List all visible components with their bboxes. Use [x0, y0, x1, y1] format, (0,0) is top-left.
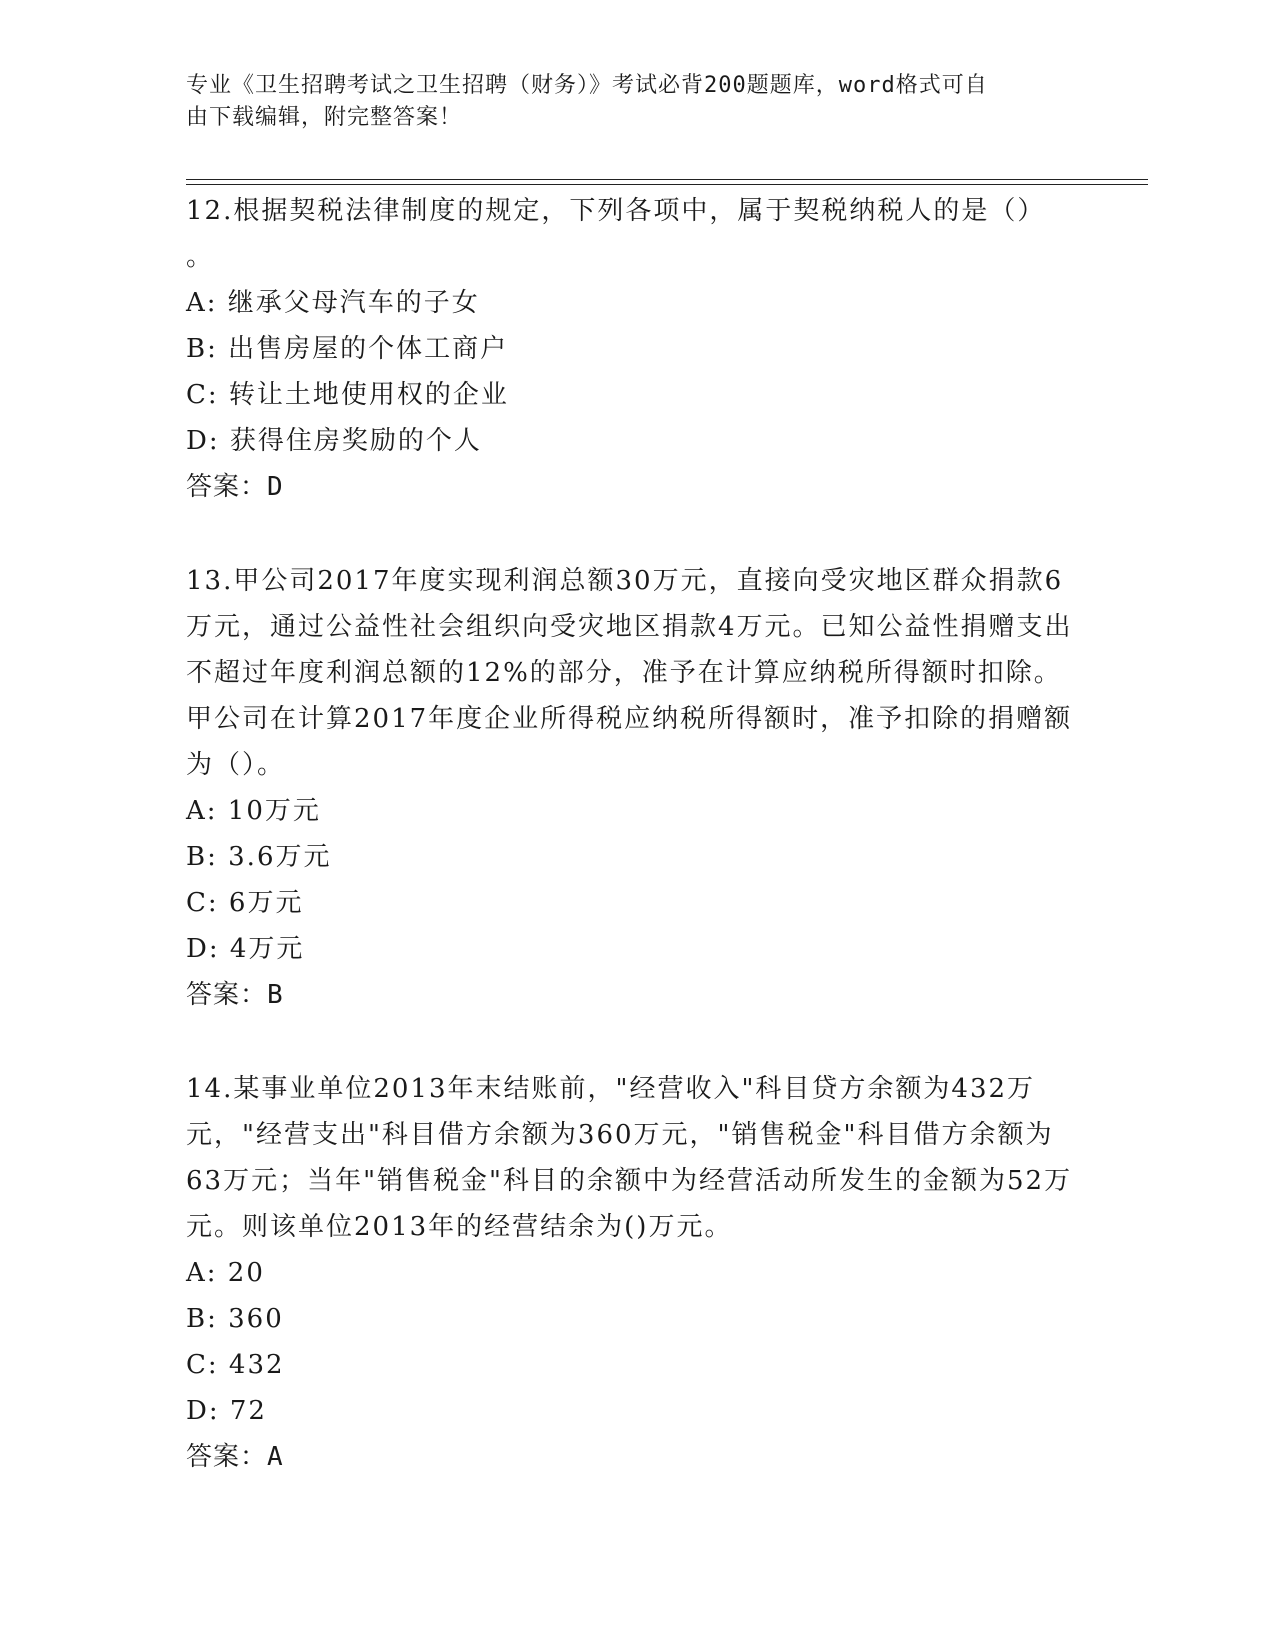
option-d: D: 4万元 [186, 934, 305, 964]
question-list [186, 188, 1086, 1528]
question-stem: 12.根据契税法律制度的规定，下列各项中，属于契税纳税人的是（） [186, 196, 1046, 226]
option-a: A: 继承父母汽车的子女 [186, 288, 480, 318]
option-c: C: 转让土地使用权的企业 [186, 380, 509, 410]
answer: 答案：D [186, 472, 284, 502]
option-a: A: 20 [186, 1258, 265, 1288]
question-12 [186, 188, 1086, 510]
header-title-line-2: 由下载编辑，附完整答案！ [186, 105, 463, 130]
option-b: B: 出售房屋的个体工商户 [186, 334, 509, 364]
option-d: D: 获得住房奖励的个人 [186, 426, 482, 456]
option-b: B: 3.6万元 [186, 842, 332, 872]
question-stem-tail: 。 [186, 242, 215, 272]
answer: 答案：B [186, 980, 284, 1010]
option-b: B: 360 [186, 1304, 284, 1334]
option-c: C: 432 [186, 1350, 285, 1380]
header-divider-bottom [186, 184, 1148, 185]
header-divider-top [186, 179, 1148, 180]
option-d: D: 72 [186, 1396, 267, 1426]
option-c: C: 6万元 [186, 888, 304, 918]
header-title-line-1: 专业《卫生招聘考试之卫生招聘（财务）》考试必背200题题库，word格式可自 [186, 73, 988, 98]
question-13 [186, 558, 1086, 1018]
question-stem: 13.甲公司2017年度实现利润总额30万元，直接向受灾地区群众捐款6万元，通过公益性社会组织向受灾地区捐款4万元。已知公益性捐赠支出不超过年度利润总额的12%的部分，准予在计算应纳税所得额时扣除。甲公司在计算2017年度企业所得税应纳税所得额时，准予扣除的捐赠额为（）。 [186, 566, 1073, 780]
answer: 答案：A [186, 1442, 284, 1472]
option-a: A: 10万元 [186, 796, 321, 826]
document-header [186, 70, 1086, 134]
question-stem: 14.某事业单位2013年末结账前，"经营收入"科目贷方余额为432万元，"经营支出"科目借方余额为360万元，"销售税金"科目借方余额为63万元；当年"销售税金"科目的余额中为经营活动所发生的金额为52万元。则该单位2013年的经营结余为()万元。 [186, 1074, 1073, 1242]
question-14 [186, 1066, 1086, 1480]
